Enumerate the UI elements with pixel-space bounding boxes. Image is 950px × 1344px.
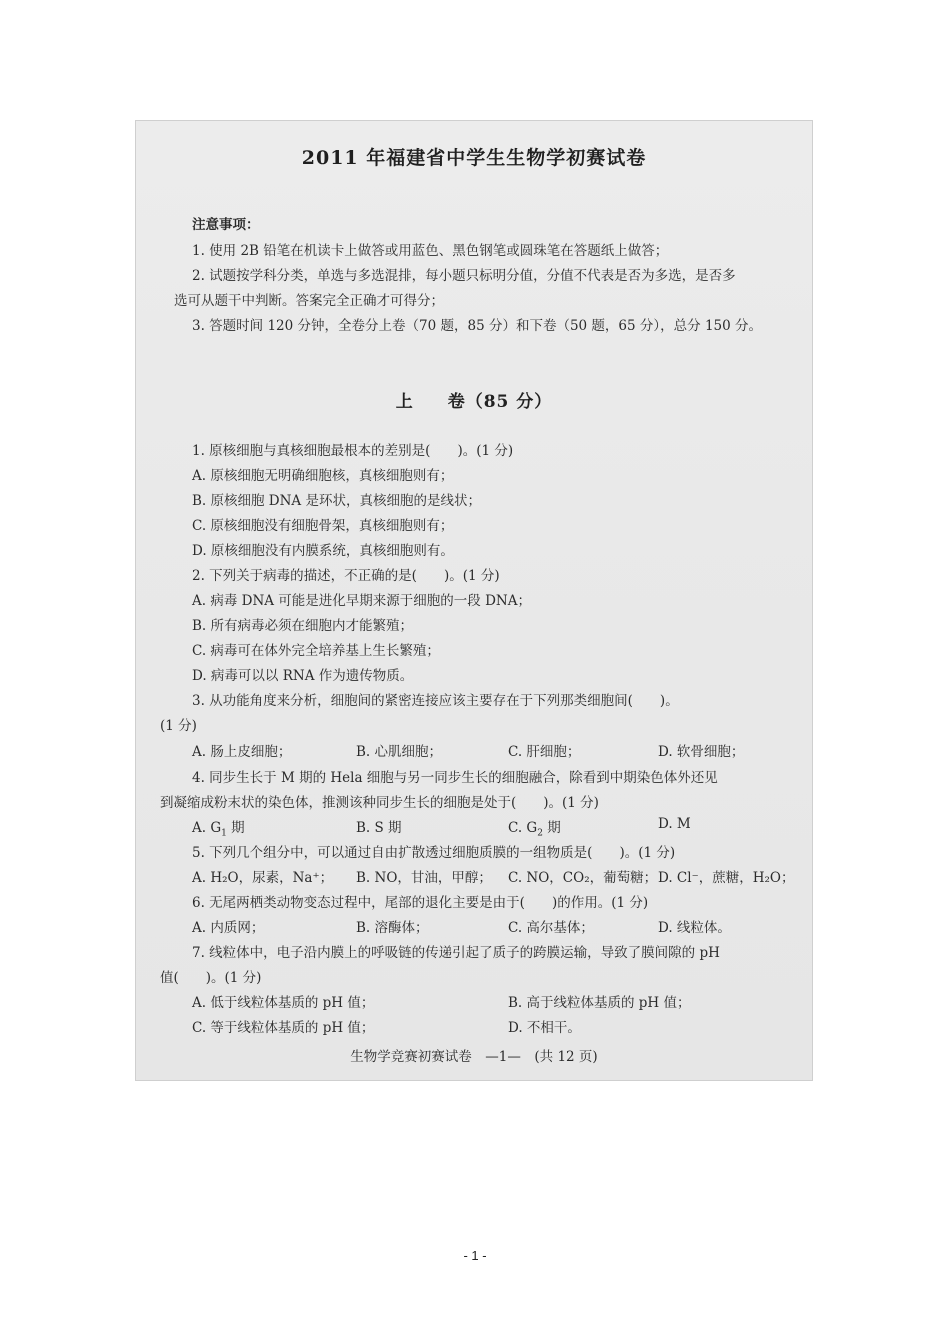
q5-option-b: B. NO，甘油，甲醇； <box>356 870 492 886</box>
q1-option-b: B. 原核细胞 DNA 是环状，真核细胞的是线状； <box>192 493 481 509</box>
q7-option-d: D. 不相干。 <box>508 1020 581 1036</box>
q5-option-a: A. H₂O，尿素，Na⁺； <box>192 870 334 886</box>
section-title <box>136 387 812 412</box>
q2-option-d: D. 病毒可以以 RNA 作为遗传物质。 <box>192 668 414 684</box>
notice-line-1: 1. 使用 2B 铅笔在机读卡上做答或用蓝色、黑色钢笔或圆珠笔在答题纸上做答； <box>192 243 669 259</box>
q1-option-d: D. 原核细胞没有内膜系统，真核细胞则有。 <box>192 543 454 559</box>
q4-option-c: C. $G_2$ 期 <box>508 820 561 839</box>
q3-option-b: B. 心肌细胞； <box>356 744 443 760</box>
section-title-left: 上 <box>395 392 414 412</box>
q7-option-b: B. 高于线粒体基质的 pH 值； <box>508 995 691 1011</box>
q2-stem: 2. 下列关于病毒的描述，不正确的是( )。(1 分) <box>192 568 500 584</box>
q1-option-a: A. 原核细胞无明确细胞核，真核细胞则有； <box>192 468 454 484</box>
q4-option-a: A. $G_1$ 期 <box>192 820 245 839</box>
exam-title: 2011 年福建省中学生生物学初赛试卷 <box>301 147 647 169</box>
section-title-right: 卷（85 分） <box>447 392 553 412</box>
q6-option-c: C. 高尔基体； <box>508 920 594 936</box>
q6-option-a: A. 内质网； <box>192 920 265 936</box>
q4-option-d: D. M <box>658 816 691 832</box>
q1-stem: 1. 原核细胞与真核细胞最根本的差别是( )。(1 分) <box>192 443 514 459</box>
q5-option-c: C. NO，CO₂，葡萄糖； <box>508 870 658 886</box>
q5-stem: 5. 下列几个组分中，可以通过自由扩散透过细胞质膜的一组物质是( )。(1 分) <box>192 845 676 861</box>
q2-option-a: A. 病毒 DNA 可能是进化早期来源于细胞的一段 DNA； <box>192 593 531 609</box>
q6-stem: 6. 无尾两栖类动物变态过程中，尾部的退化主要是由于( )的作用。(1 分) <box>192 895 649 911</box>
scanned-exam-page <box>135 120 813 1081</box>
q7-option-a: A. 低于线粒体基质的 pH 值； <box>192 995 375 1011</box>
q7-stem-cont: 值( )。(1 分) <box>160 970 262 986</box>
notice-line-4: 3. 答题时间 120 分钟，全卷分上卷（70 题，85 分）和下卷（50 题，65 分），总分 150 分。 <box>192 318 762 334</box>
q4-stem-cont: 到凝缩成粉末状的染色体，推测该种同步生长的细胞是处于( )。(1 分) <box>160 795 599 811</box>
q6-option-d: D. 线粒体。 <box>658 920 731 936</box>
notice-line-3: 选可从题干中判断。答案完全正确才可得分； <box>174 293 444 309</box>
scan-footer: 生物学竞赛初赛试卷 —1— (共 12 页) <box>350 1049 598 1065</box>
q3-option-a: A. 肠上皮细胞； <box>192 744 292 760</box>
q3-stem-cont: (1 分) <box>160 718 197 734</box>
q3-stem: 3. 从功能角度来分析，细胞间的紧密连接应该主要存在于下列那类细胞间( )。 <box>192 693 679 709</box>
notice-heading: 注意事项： <box>192 217 260 233</box>
q3-option-d: D. 软骨细胞； <box>658 744 745 760</box>
q3-option-c: C. 肝细胞； <box>508 744 581 760</box>
q6-option-b: B. 溶酶体； <box>356 920 429 936</box>
q4-stem: 4. 同步生长于 M 期的 Hela 细胞与另一同步生长的细胞融合，除看到中期染色体外还见 <box>192 770 718 786</box>
notice-line-2: 2. 试题按学科分类，单选与多选混排，每小题只标明分值，分值不代表是否为多选，是否多 <box>192 268 736 284</box>
q2-option-b: B. 所有病毒必须在细胞内才能繁殖； <box>192 618 414 634</box>
q7-option-c: C. 等于线粒体基质的 pH 值； <box>192 1020 375 1036</box>
q1-option-c: C. 原核细胞没有细胞骨架，真核细胞则有； <box>192 518 454 534</box>
q7-stem: 7. 线粒体中，电子沿内膜上的呼吸链的传递引起了质子的跨膜运输，导致了膜间隙的 pH <box>192 945 720 961</box>
q5-option-d: D. Cl⁻，蔗糖，H₂O； <box>658 870 795 886</box>
q2-option-c: C. 病毒可在体外完全培养基上生长繁殖； <box>192 643 440 659</box>
q4-option-b: B. S 期 <box>356 820 402 836</box>
page-number: - 1 - <box>463 1248 487 1263</box>
